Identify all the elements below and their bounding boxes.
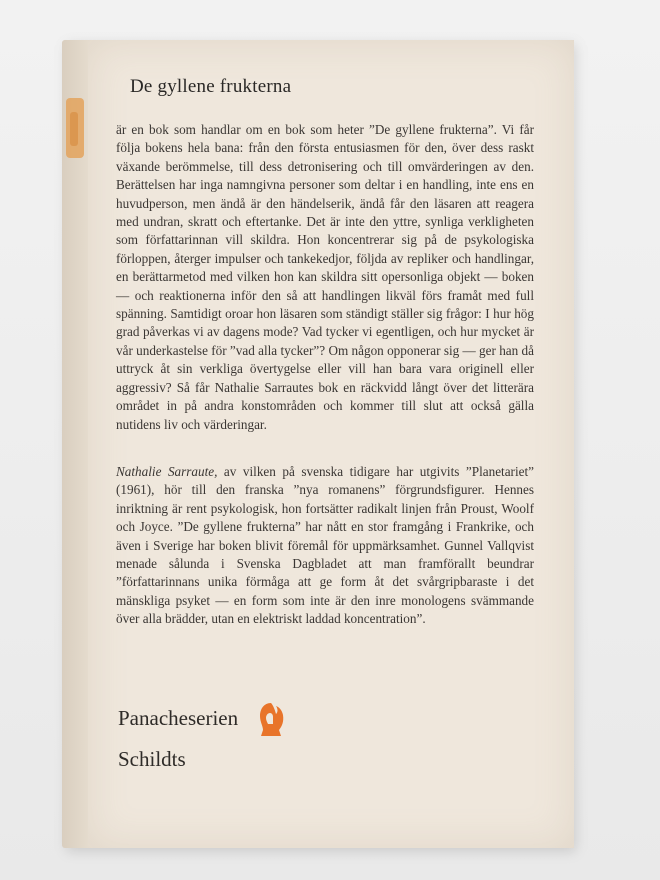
book-title: De gyllene frukterna [130,76,292,97]
description-paragraph: är en bok som handlar om en bok som heter ”De gyllene frukterna”. Vi får följa bokens hela bana: från den första entusiasmen för den, över dess raskt växande berömmelse, till dess detronisering och till omvärderingen av den. Berättelsen har inga namngivna personer som deltar i en handling, inte ens en huvudperson, men ändå är den händelserik, ändå får den läsaren att reagera med undran, skratt och eftertanke. Det är inte den yttre, synliga verkligheten som författarinnan vill skildra. Hon koncentrerar sig på de psykologiska förloppen, återger impulser och tankekedjor, följda av repliker och handlingar, en berättarmetod med vilken hon kan skildra sitt opersonliga objekt — boken — och reaktionerna inför den så att handlingen likväl förs framåt med full spänning. Samtidigt oroar hon läsaren som ständigt ställer sig frågor: I hur hög grad påverkas vi av dagens mode? Vad tycker vi egentligen, och hur mycket är vår underkastelse för ”vad alla tycker”? Om någon opponerar sig — ger han då uttryck åt sin verkliga övertygelse eller vill han bara vara originell eller aggressiv? Så får Nathalie Sarrautes bok en räckvidd långt över det litterära området in på andra konstområden och kommer till slut att också gälla nutidens liv och värderingar. [116,122,534,432]
helmet-plume-icon [254,700,288,740]
author-name: Nathalie Sarraute, [116,464,218,479]
tape-residue-inner [70,112,78,146]
author-paragraph [116,463,534,629]
author-paragraph-text: av vilken på svenska tidigare har utgivits ”Planetariet” (1961), hör till den franska ”nya romanens” förgrundsfigurer. Hennes inriktning är rent psykologisk, hon fortsätter radikalt linjen från Proust, Woolf och Joyce. ”De gyllene frukterna” har nått en stor framgång i Frankrike, och även i Sverige har boken blivit föremål för uppmärksamhet. Gunnel Vallqvist menade sålunda i Svenska Dagbladet att man framförallt beundrar ”författarinnans unika förmåga att ge form åt det svårgripbaraste i det mänskliga psyket — en form som inte är den inre monologens svämmande över alla brädder, utan en elektriskt laddad koncentration”. [116,464,534,627]
series-name: Panacheserien [118,706,239,730]
publisher-name: Schildts [118,747,186,771]
